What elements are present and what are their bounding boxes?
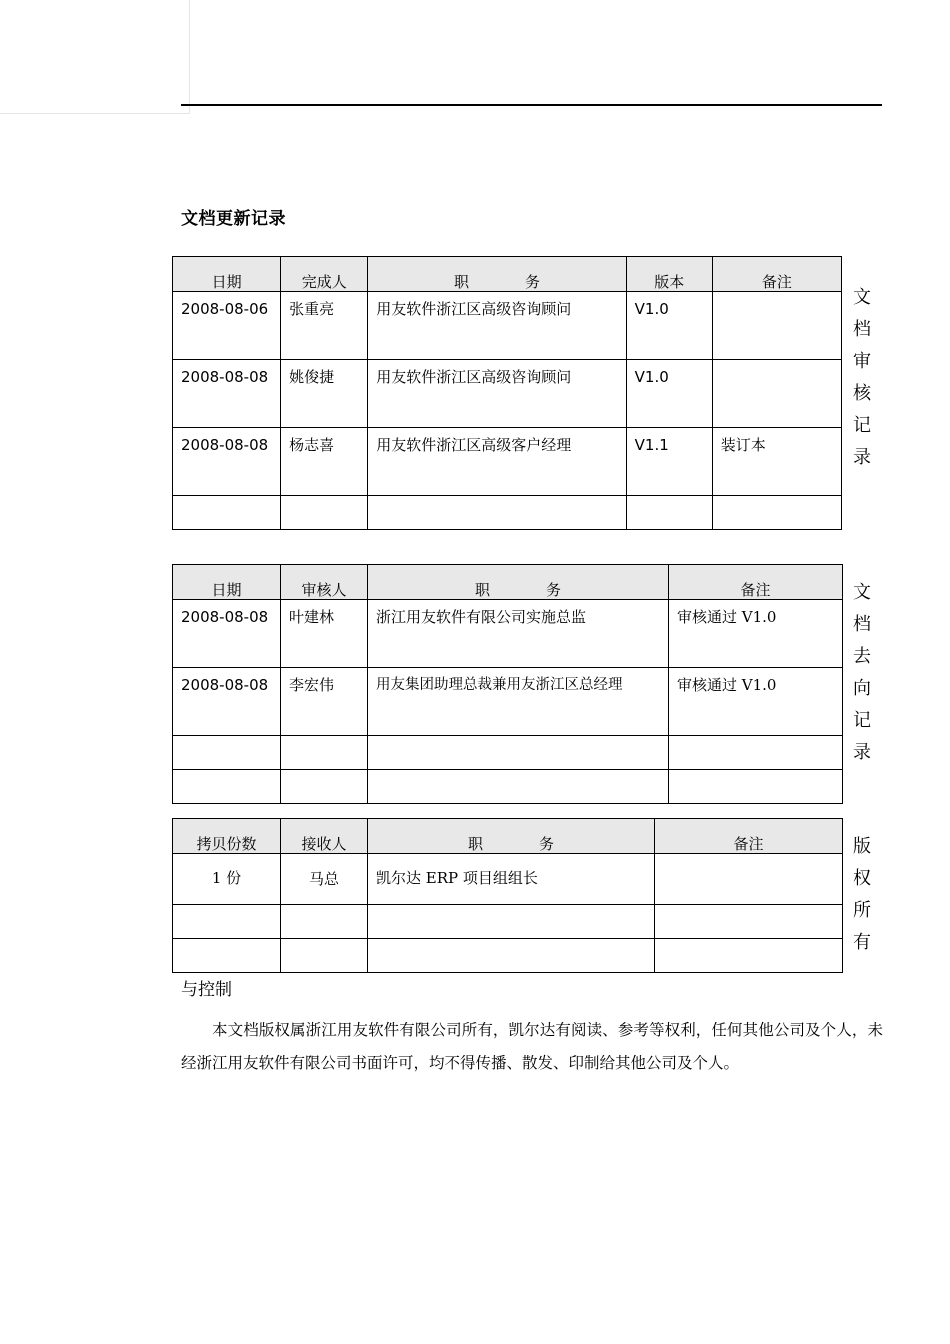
table-row [173, 854, 843, 905]
header-role-a: 职 [453, 273, 469, 291]
side-label-review: 文档审核记录 [850, 287, 871, 479]
header-role-b: 务 [546, 581, 562, 599]
header-role [368, 819, 655, 854]
corner-mark-vertical [189, 0, 190, 114]
header-date: 日期 [173, 257, 281, 292]
cell-note [712, 292, 841, 360]
header-role-a: 职 [474, 581, 490, 599]
header-version: 版本 [626, 257, 712, 292]
header-date: 日期 [173, 565, 281, 600]
header-copies: 拷贝份数 [173, 819, 281, 854]
cell-person: 李宏伟 [281, 668, 368, 736]
cell-role: 用友软件浙江区高级咨询顾问 [368, 292, 626, 360]
cell-note: 审核通过 V1.0 [669, 600, 843, 668]
header-note: 备注 [669, 565, 843, 600]
side-label-copyright: 版权所有 [850, 836, 871, 964]
header-rule [181, 104, 882, 106]
section-heading: 文档更新记录 [181, 209, 286, 229]
cell-note [655, 854, 843, 905]
cell-person: 杨志喜 [281, 428, 368, 496]
table-row-empty [173, 496, 842, 530]
cell-role: 用友集团助理总裁兼用友浙江区总经理 [368, 668, 669, 736]
cell-date: 2008-08-08 [173, 600, 281, 668]
header-note: 备注 [655, 819, 843, 854]
cell-date: 2008-08-08 [173, 668, 281, 736]
table-row-empty [173, 905, 843, 939]
table-header-row [173, 565, 843, 600]
cell-role: 用友软件浙江区高级客户经理 [368, 428, 626, 496]
review-record-table [172, 564, 843, 804]
corner-mark-horizontal [0, 113, 190, 114]
cell-note: 装订本 [712, 428, 841, 496]
cell-version: V1.0 [626, 292, 712, 360]
cell-role: 用友软件浙江区高级咨询顾问 [368, 360, 626, 428]
cell-role: 浙江用友软件有限公司实施总监 [368, 600, 669, 668]
table-header-row [173, 819, 843, 854]
table-row [173, 600, 843, 668]
header-person: 审核人 [281, 565, 368, 600]
side-label-copyright-tail: 与控制 [181, 980, 232, 1000]
cell-date: 2008-08-08 [173, 428, 281, 496]
header-receiver: 接收人 [281, 819, 368, 854]
cell-receiver: 马总 [281, 854, 368, 905]
side-label-destination: 文档去向记录 [850, 582, 871, 774]
header-role-b: 务 [524, 273, 540, 291]
cell-person: 叶建林 [281, 600, 368, 668]
cell-note [712, 360, 841, 428]
update-record-table [172, 256, 842, 530]
cell-version: V1.0 [626, 360, 712, 428]
header-person: 完成人 [281, 257, 368, 292]
cell-version: V1.1 [626, 428, 712, 496]
header-role [368, 257, 626, 292]
cell-copies: 1 份 [173, 854, 281, 905]
table-header-row [173, 257, 842, 292]
cell-person: 姚俊捷 [281, 360, 368, 428]
header-note: 备注 [712, 257, 841, 292]
table-row [173, 292, 842, 360]
header-role [368, 565, 669, 600]
table-row [173, 668, 843, 736]
header-role-a: 职 [467, 835, 483, 853]
table-row [173, 360, 842, 428]
cell-date: 2008-08-08 [173, 360, 281, 428]
cell-role: 凯尔达 ERP 项目组组长 [368, 854, 655, 905]
distribution-table [172, 818, 843, 973]
table-row [173, 428, 842, 496]
cell-note: 审核通过 V1.0 [669, 668, 843, 736]
table-row-empty [173, 736, 843, 770]
cell-person: 张重亮 [281, 292, 368, 360]
copyright-paragraph: 本文档版权属浙江用友软件有限公司所有，凯尔达有阅读、参考等权利，任何其他公司及个人，未经浙江用友软件有限公司书面许可，均不得传播、散发、印制给其他公司及个人。 [181, 1021, 883, 1072]
table-row-empty [173, 939, 843, 973]
header-role-b: 务 [539, 835, 555, 853]
cell-date: 2008-08-06 [173, 292, 281, 360]
table-row-empty [173, 770, 843, 804]
